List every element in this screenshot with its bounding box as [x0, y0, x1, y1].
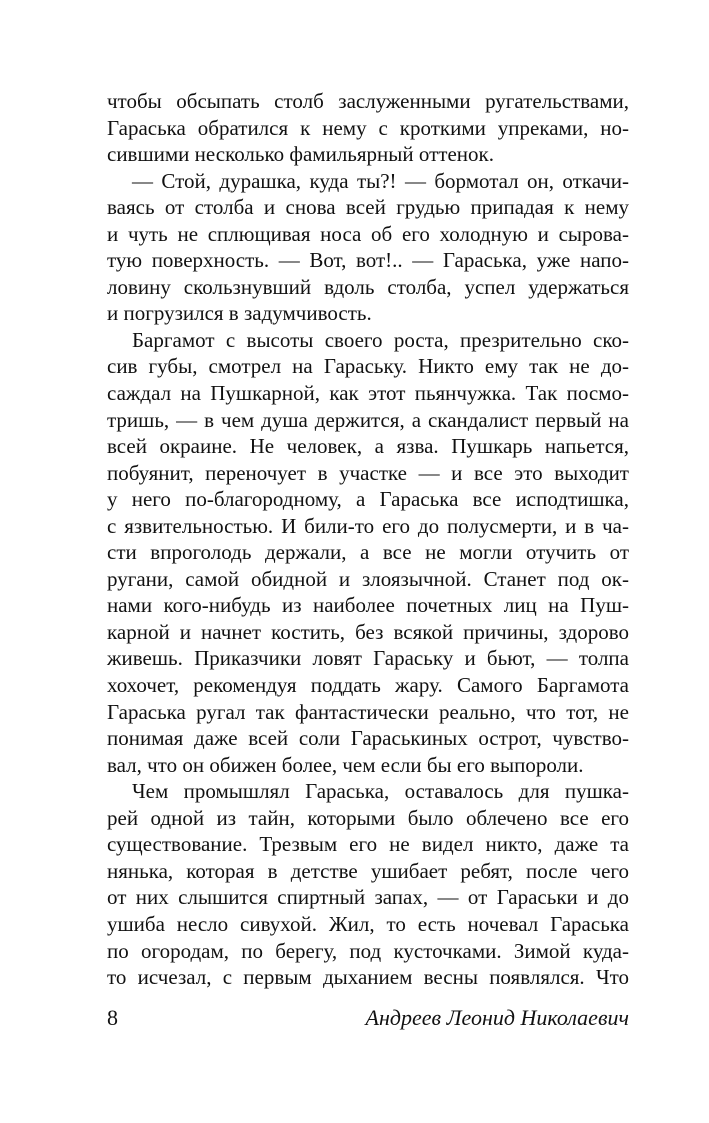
text-line: вал, что он обижен более, чем если бы его выпороли. — [107, 752, 584, 777]
text-line: и чуть не сплющивая носа об его холодную и сырова- — [107, 221, 629, 246]
text-line: тришь, — в чем душа держится, а скандалист первый на — [107, 407, 629, 432]
text-line: — Стой, дурашка, куда ты?! — бормотал он, откачи- — [132, 168, 629, 193]
text-line: ваясь от столба и снова всей грудью припадая к нему — [107, 195, 629, 220]
text-line: ругани, самой обидной и злоязычной. Станет под ок- — [107, 566, 629, 591]
text-line: хохочет, рекомендуя поддать жару. Самого Баргамота — [107, 673, 629, 698]
text-line: нами кого-нибудь из наиболее почетных лиц на Пуш- — [107, 593, 629, 618]
text-line: по огородам, по берегу, под кусточками. Зимой куда- — [107, 938, 629, 963]
text-line: сти впроголодь держали, а все не могли отучить от — [107, 540, 629, 565]
text-line: рей одной из тайн, которыми было облечено все его — [107, 805, 629, 830]
text-line: ушиба несло сивухой. Жил, то есть ночевал Гараська — [107, 911, 629, 936]
page-footer — [107, 1005, 629, 1035]
page-number: 8 — [107, 1005, 118, 1030]
text-line: от них слышится спиртный запах, — от Гараськи и до — [107, 885, 629, 910]
text-line: Чем промышлял Гараська, оставалось для пушка- — [132, 779, 629, 804]
text-line: чтобы обсыпать столб заслуженными ругательствами, — [107, 89, 629, 113]
text-line: сившими несколько фамильярный оттенок. — [107, 142, 494, 167]
text-line: с язвительностью. И били-то его до полусмерти, и в ча- — [107, 513, 629, 538]
running-author: Андреев Леонид Николаевич — [365, 1005, 629, 1030]
text-line: тую поверхность. — Вот, вот!.. — Гараська, уже напо- — [107, 248, 629, 273]
text-line: карной и начнет костить, без всякой причины, здорово — [107, 619, 629, 644]
text-line: сив губы, смотрел на Гараську. Никто ему так не до- — [107, 354, 629, 379]
text-line: всей окраине. Не человек, а язва. Пушкарь напьется, — [107, 434, 629, 459]
text-line: Баргамот с высоты своего роста, презрительно ско- — [132, 327, 629, 352]
text-line: ловину скользнувший вдоль столба, успел удержаться — [107, 274, 629, 299]
text-line: нянька, которая в детстве ушибает ребят, после чего — [107, 858, 629, 883]
text-line: у него по-благородному, а Гараська все исподтишка, — [107, 487, 629, 512]
text-line: побуянит, переночует в участке — и все это выходит — [107, 460, 629, 485]
text-line: живешь. Приказчики ловят Гараську и бьют, — толпа — [107, 646, 629, 671]
text-line: Гараська ругал так фантастически реально, что тот, не — [107, 699, 629, 724]
text-line: то исчезал, с первым дыханием весны появлялся. Что — [107, 965, 629, 990]
text-line: и погрузился в задумчивость. — [107, 301, 372, 326]
text-line: Гараська обратился к нему с кроткими упреками, но- — [107, 115, 629, 140]
text-line: существование. Трезвым его не видел никто, даже та — [107, 832, 629, 857]
text-line: понимая даже всей соли Гараськиных острот, чувство- — [107, 726, 629, 751]
text-line: саждал на Пушкарной, как этот пьянчужка. Так посмо- — [107, 381, 629, 406]
body-text — [107, 88, 629, 991]
